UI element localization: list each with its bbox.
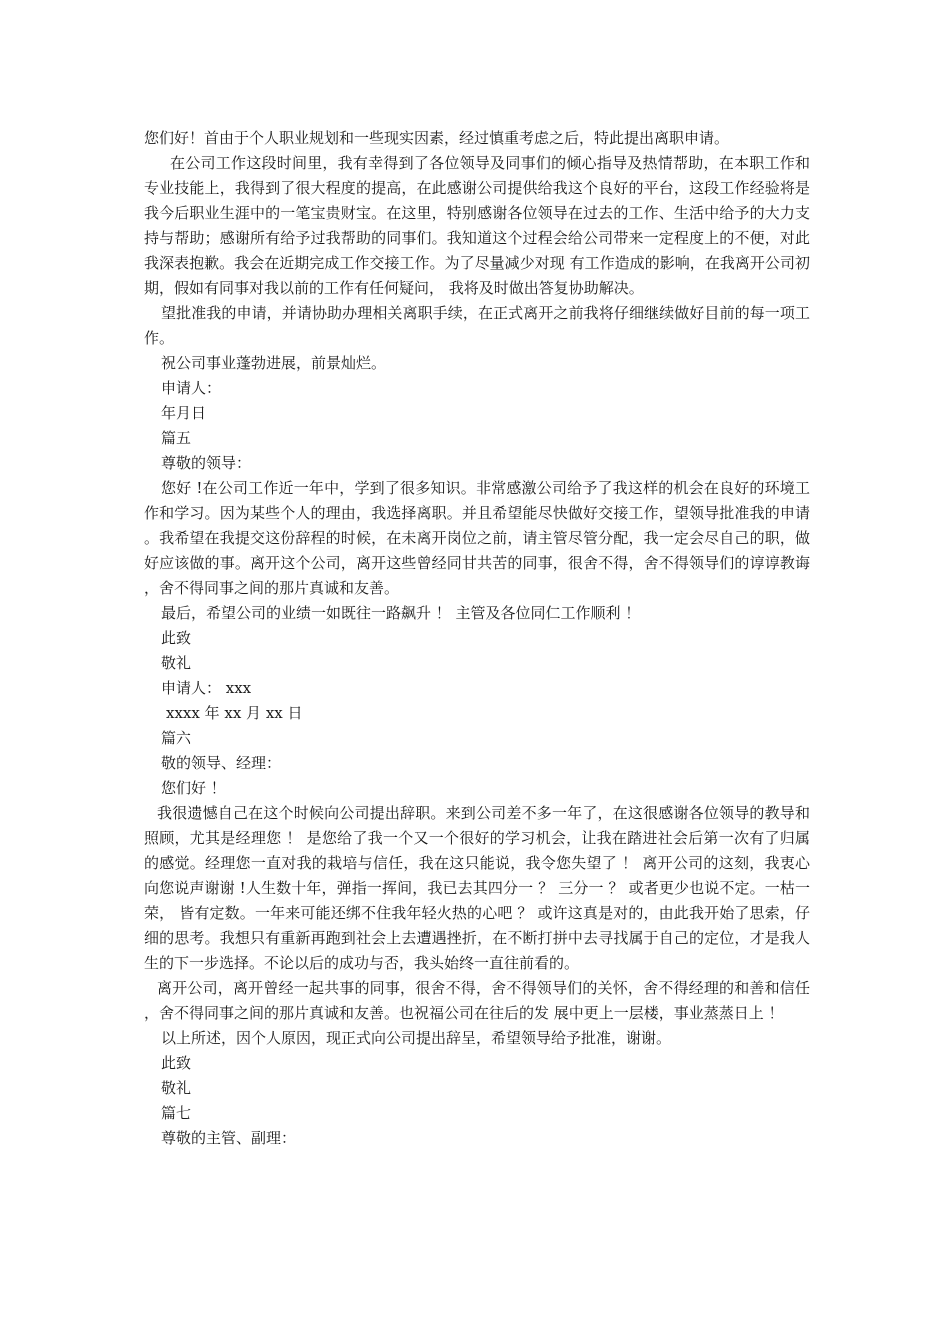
salutation: 尊敬的领导： — [161, 454, 252, 472]
paragraph-greeting: 您们好！首由于个人职业规划和一些现实因素，经过慎重考虑之后，特此提出离职申请。 — [144, 129, 730, 147]
paragraph-body: 我很遗憾自己在这个时候向公司提出辞职。来到公司差不多一年了，在这很感谢各位领导的教导和照顾，尤其是经理您 ！ 是您给了我一个又一个很好的学习机会，让我在踏进社会后第一次有了归属的感觉。经理您一直对我的栽培与信任，我在这只能说，我令您失望了 ！ 离开公司的这刻，我衷心向您说声谢谢 !人生数十年，弹指一挥间，我已去其四分一 ？ 三分一 ？ 或者更少也说不定。一枯一荣， 皆有定数。一年来可能还绑不住我年轻火热的心吧 ？ 或许这真是对的，由此我开始了思索，仔细的思考。我想只有重新再跑到社会上去遭遇挫折，在不断打拼中去寻找属于自己的定位，才是我人生的下一步选择。不论以后的成功与否，我头始终一直往前看的。 — [144, 804, 810, 972]
date-line: xxxx 年 xx 月 xx 日 — [166, 704, 303, 722]
applicant-line: 申请人： xxx — [161, 679, 252, 697]
paragraph-wish: 祝公司事业蓬勃进展，前景灿烂。 — [161, 354, 387, 372]
closing-cizhi: 此致 — [161, 1054, 192, 1072]
paragraph-request: 望批准我的申请，并请协助办理相关离职手续，在正式离开之前我将仔细继续做好目前的每一项工作。 — [144, 304, 810, 347]
section-heading-6: 篇六 — [161, 729, 192, 747]
closing-jingli: 敬礼 — [161, 1079, 192, 1097]
paragraph-thanks: 在公司工作这段时间里，我有幸得到了各位领导及同事们的倾心指导及热情帮助，在本职工作和专业技能上，我得到了很大程度的提高，在此感谢公司提供给我这个良好的平台，这段工作经验将是我今后职业生涯中的一笔宝贵财宝。在这里，特别感谢各位领导在过去的工作、生活中给予的大力支持与帮助；感谢所有给予过我帮助的同事们。我知道这个过程会给公司带来一定程度上的不便，对此我深表抱歉。我会在近期完成工作交接工作。为了尽量减少对现 有工作造成的影响，在我离开公司初期，假如有同事对我以前的工作有任何疑问， 我将及时做出答复协助解决。 — [144, 154, 810, 297]
section-heading-7: 篇七 — [161, 1104, 192, 1122]
salutation: 尊敬的主管、副理： — [161, 1129, 297, 1147]
section-heading-5: 篇五 — [161, 429, 192, 447]
applicant-label: 申请人： — [161, 379, 222, 397]
closing-jingli: 敬礼 — [161, 654, 192, 672]
paragraph-summary: 以上所述，因个人原因，现正式向公司提出辞呈，希望领导给予批准，谢谢。 — [161, 1029, 672, 1047]
paragraph-closing: 最后，希望公司的业绩一如既往一路飙升 ！ 主管及各位同仁工作顺利 ！ — [161, 604, 641, 622]
paragraph-farewell: 离开公司，离开曾经一起共事的同事，很舍不得，舍不得领导们的关怀，舍不得经理的和善和信任，舍不得同事之间的那片真诚和友善。也祝福公司在往后的发 展中更上一层楼，事业蒸蒸日上 ！ — [144, 979, 810, 1022]
date-line: 年月日 — [161, 404, 207, 422]
closing-cizhi: 此致 — [161, 629, 192, 647]
paragraph-body: 您好 !在公司工作近一年中，学到了很多知识。非常感激公司给予了我这样的机会在良好的环境工作和学习。因为某些个人的理由，我选择离职。并且希望能尽快做好交接工作，望领导批准我的申请。我希望在我提交这份辞程的时候，在未离开岗位之前，请主管尽管分配，我一定会尽自己的职，做好应该做的事。离开这个公司，离开这些曾经同甘共苦的同事，很舍不得，舍不得领导们的谆谆教诲，舍不得同事之间的那片真诚和友善。 — [144, 479, 810, 597]
greeting: 您们好 ！ — [161, 779, 226, 797]
document-body — [144, 126, 810, 1151]
salutation: 敬的领导、经理： — [161, 754, 282, 772]
